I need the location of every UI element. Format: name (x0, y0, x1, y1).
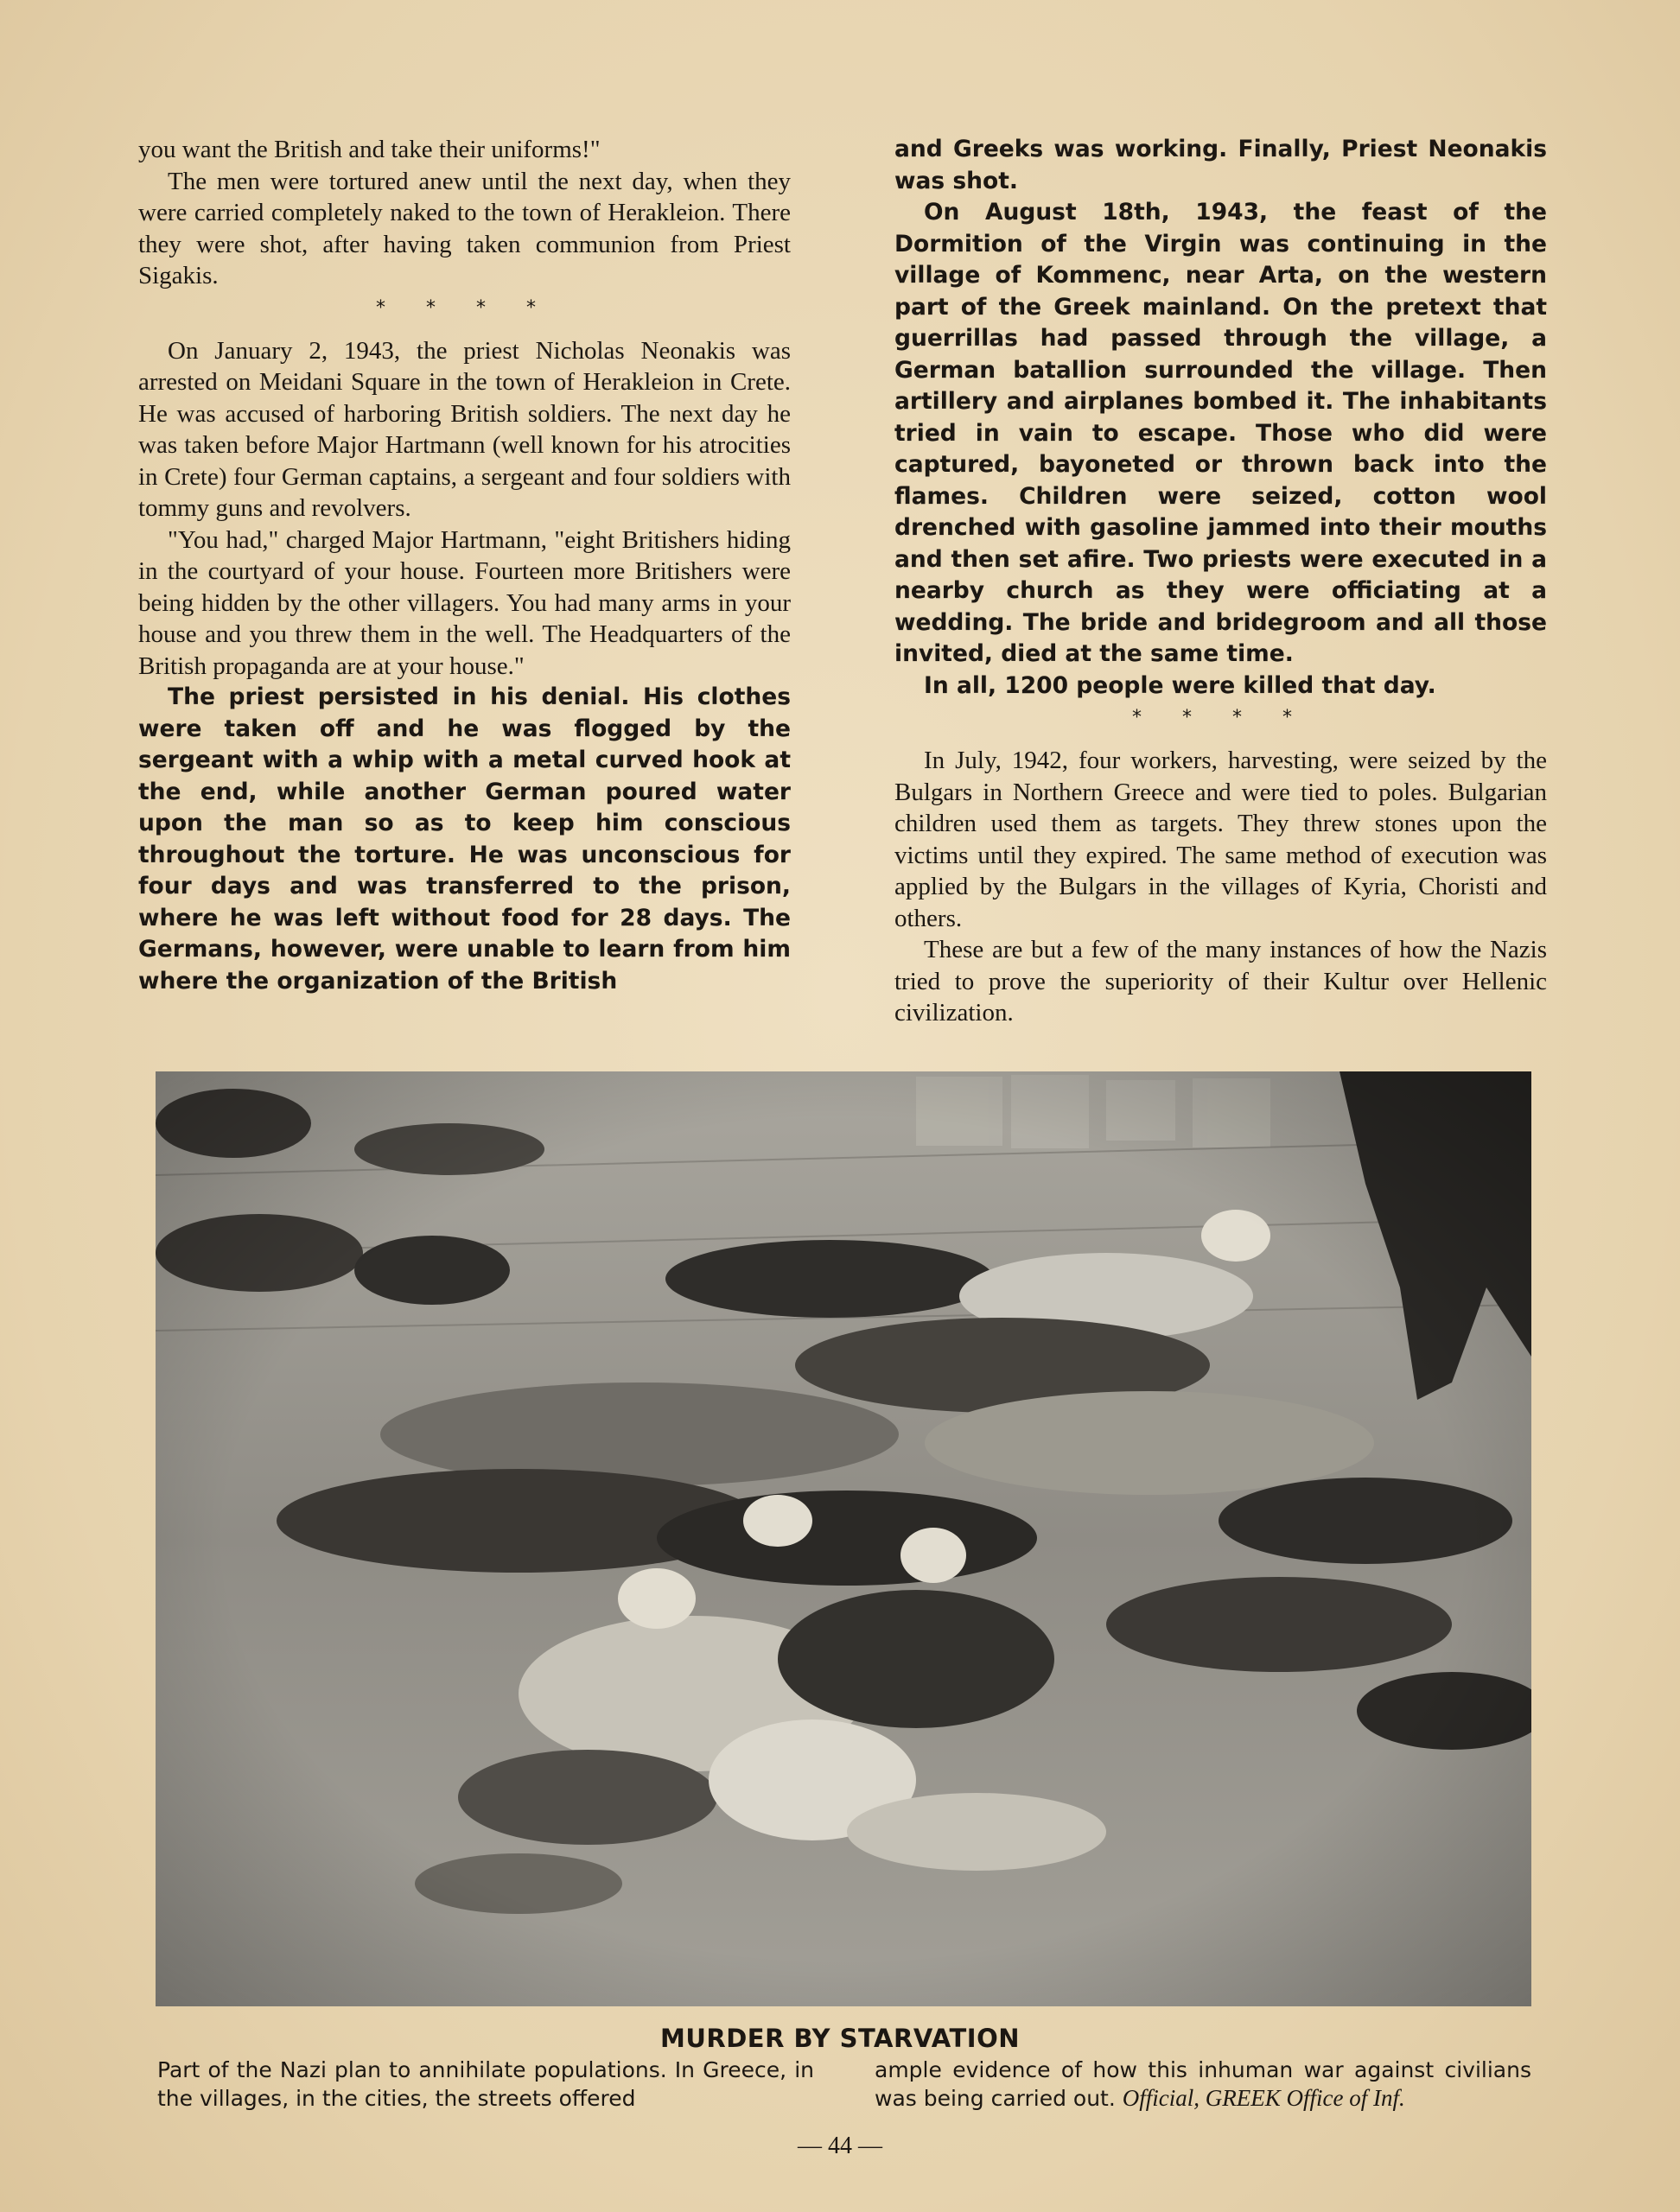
right-paragraph-3: In all, 1200 people were killed that day. (924, 671, 1436, 699)
left-paragraph-5: The priest persisted in his denial. His clothes were taken off and he was flogged by the sergeant with a whip with a metal curved hook at the end, while another German poured water upon the man so as to keep him conscious throughout the torture. He was unconscious for four days and was transferred to the prison, where he was left without food for 28 days. The Germans, however, were unable to learn from him where the organization of the British (138, 683, 791, 995)
caption-right (875, 2056, 1531, 2113)
section-separator: * * * * (376, 296, 553, 319)
left-paragraph-1: you want the British and take their uniforms!" (138, 136, 601, 163)
right-paragraph-2: On August 18th, 1943, the feast of the Dormition of the Virgin was continuing in the village of Kommenc, near Arta, on the western part of the Greek mainland. On the pretext that guerrillas had passed through the village, a German batallion surrounded the village. Then artillery and airplanes bombed it. The inhabitants tried in vain to escape. Those who did were captured, bayoneted or thrown back into the flames. Children were seized, cotton wool drenched with gasoline jammed into their mouths and then set afire. Two priests were executed in a nearby church as they were officiating at a wedding. The bride and bridegroom and all those invited, died at the same time. (894, 199, 1547, 667)
right-paragraph-5: These are but a few of the many instances of how the Nazis tried to prove the superiority of their Kultur over Hellenic civilization. (894, 936, 1547, 1027)
page-number: — 44 — (798, 2133, 882, 2159)
left-column (138, 134, 791, 997)
caption-right-text: ample evidence of how this inhuman war against civilians was being carried out. (875, 2057, 1531, 2111)
caption-title: MURDER BY STARVATION (659, 2024, 1020, 2053)
photograph-image (156, 1071, 1531, 2006)
photo-credit: Official, GREEK Office of Inf. (1122, 2085, 1405, 2111)
photograph (156, 1071, 1531, 2006)
left-paragraph-3: On January 2, 1943, the priest Nicholas Neonakis was arrested on Meidani Square in the town of Herakleion in Crete. He was accused of harboring British soldiers. The next day he was taken before Major Hartmann (well known for his atrocities in Crete) four German captains, a sergeant and four soldiers with tommy guns and revolvers. (138, 336, 791, 522)
left-paragraph-2: The men were tortured anew until the next day, when they were carried completely naked to the town of Herakleion. There they were shot, after having taken communion from Priest Sigakis. (138, 167, 791, 289)
section-separator: * * * * (1132, 707, 1309, 728)
caption-left: Part of the Nazi plan to annihilate populations. In Greece, in the villages, in the cities, the streets offered (157, 2057, 814, 2111)
left-paragraph-4: "You had," charged Major Hartmann, "eight Britishers hiding in the courtyard of your house. Fourteen more Britishers were being hidden by the other villagers. You had many arms in your house and you threw them in the well. The Headquarters of the British propaganda are at your house." (138, 525, 791, 680)
right-paragraph-4: In July, 1942, four workers, harvesting, were seized by the Bulgars in Northern Greece and were tied to poles. Bulgarian children used them as targets. They threw stones upon the victims until they expired. The same method of execution was applied by the Bulgars in the villages of Kyria, Choristi and others. (894, 747, 1547, 932)
right-paragraph-1: and Greeks was working. Finally, Priest Neonakis was shot. (894, 136, 1547, 194)
right-column (894, 134, 1547, 1029)
